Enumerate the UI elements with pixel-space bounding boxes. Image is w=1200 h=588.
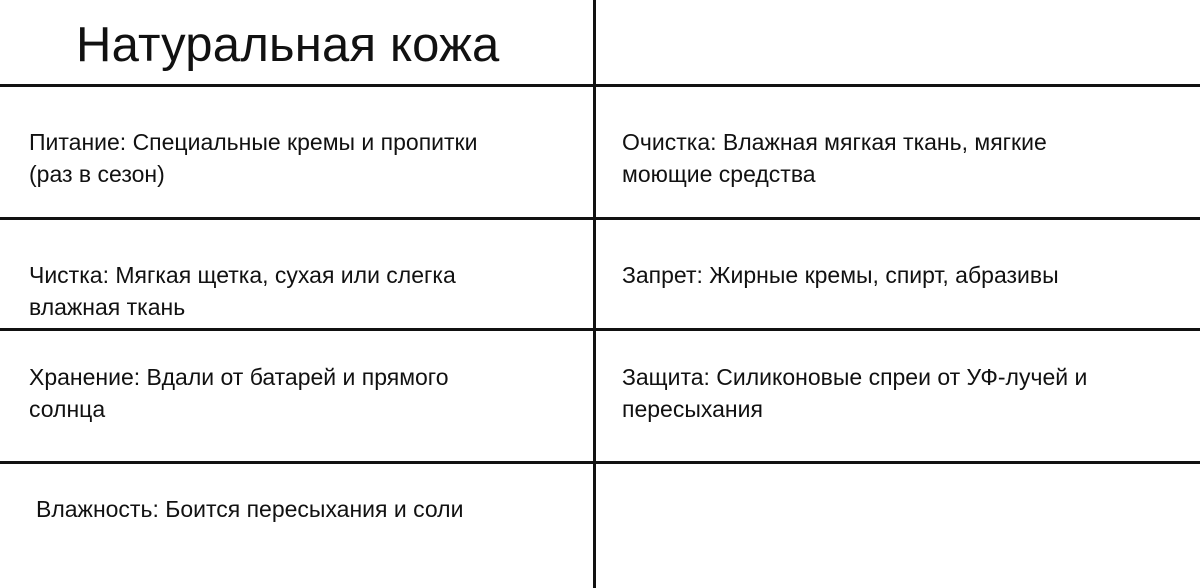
cell-line: пересыхания (622, 396, 763, 422)
row-divider-3 (0, 328, 1200, 331)
row-divider-1 (0, 84, 1200, 87)
cell-line: Очистка: Влажная мягкая ткань, мягкие (622, 129, 1047, 155)
cell-nutrition (29, 126, 477, 190)
cell-cleaning (622, 126, 1047, 190)
cell-line: моющие средства (622, 161, 816, 187)
cell-line: Запрет: Жирные кремы, спирт, абразивы (622, 262, 1059, 288)
cell-humidity (36, 493, 463, 525)
cell-brushing (29, 259, 456, 323)
cell-protection (622, 361, 1087, 425)
cell-storage (29, 361, 448, 425)
column-divider (593, 0, 596, 588)
cell-line: солнца (29, 396, 106, 422)
cell-line: влажная ткань (29, 294, 186, 320)
row-divider-4 (0, 461, 1200, 464)
cell-line: Влажность: Боится пересыхания и соли (36, 496, 464, 522)
cell-line: Защита: Силиконовые спреи от УФ-лучей и (622, 364, 1088, 390)
cell-line: Питание: Специальные кремы и пропитки (29, 129, 478, 155)
cell-line: (раз в сезон) (29, 161, 165, 187)
row-divider-2 (0, 217, 1200, 220)
table-title: Натуральная кожа (76, 18, 500, 72)
cell-line: Хранение: Вдали от батарей и прямого (29, 364, 449, 390)
cell-prohibited (622, 259, 1059, 291)
cell-line: Чистка: Мягкая щетка, сухая или слегка (29, 262, 456, 288)
